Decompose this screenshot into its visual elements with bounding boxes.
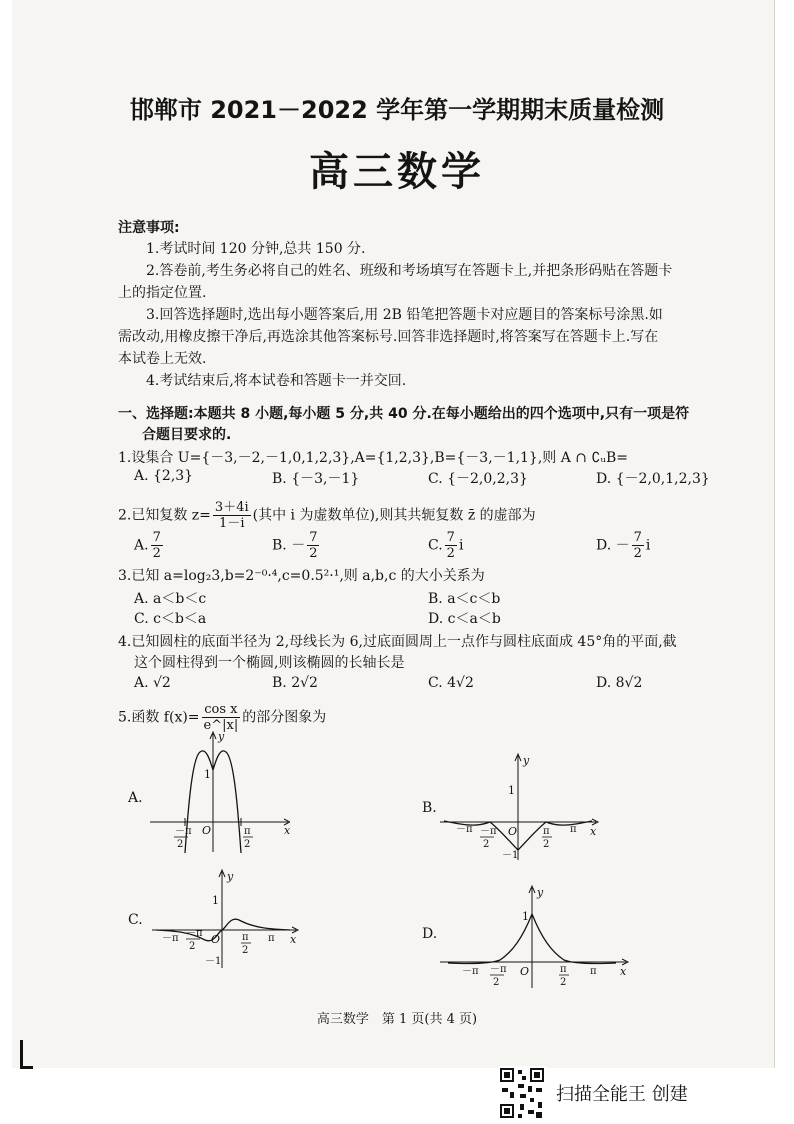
graph-d <box>440 884 630 994</box>
one-label: 1 <box>508 784 515 797</box>
half-pi-num: π <box>560 964 567 975</box>
half-pi-num: π <box>244 826 251 837</box>
graph-c <box>150 868 300 970</box>
pi-label: π <box>570 824 577 835</box>
question-4-option-a: A. √2 <box>134 675 171 691</box>
question-3-option-b: B. a＜c＜b <box>428 591 501 607</box>
question-5-numerator: cos x <box>202 702 241 718</box>
question-4-option-b: B. 2√2 <box>272 675 318 691</box>
one-label: 1 <box>212 894 219 907</box>
option-fraction <box>151 530 163 561</box>
fraction-denominator: 2 <box>633 546 642 561</box>
question-5-stem <box>118 702 326 733</box>
question-5-fraction <box>202 702 241 733</box>
origin-label: O <box>211 933 221 946</box>
neg-half-pi-num: －π <box>175 826 192 837</box>
question-2-stem <box>118 500 536 531</box>
question-5-stem-pre: 5.函数 f(x)= <box>118 709 200 726</box>
question-2-numerator: 3＋4i <box>214 500 249 515</box>
graph-b <box>440 752 600 864</box>
graph-a <box>150 730 290 860</box>
graph-c-axes <box>152 870 298 968</box>
fraction-denominator: 2 <box>152 546 161 561</box>
crop-mark <box>20 1040 33 1069</box>
question-2-denominator: 1－i <box>219 516 245 531</box>
half-pi-num: π <box>242 932 249 943</box>
neg-pi-label: －π <box>456 824 473 835</box>
question-2-stem-pre: 2.已知复数 z= <box>118 507 211 524</box>
x-label: x <box>590 825 597 838</box>
y-label: y <box>537 886 544 899</box>
notice-item-1: 1.考试时间 120 分钟,总共 150 分. <box>146 241 366 257</box>
neg-half-pi-den: 2 <box>483 839 490 850</box>
notice-item-2: 2.答卷前,考生务必将自己的姓名、班级和考场填写在答题卡上,并把条形码贴在答题卡 <box>146 263 673 279</box>
question-2-option-a <box>134 530 165 561</box>
half-pi-den: 2 <box>242 945 249 956</box>
graph-a-label: A. <box>128 790 143 806</box>
question-4-stem: 4.已知圆柱的底面半径为 2,母线长为 6,过底面圆周上一点作与圆柱底面成 45°角的平面,截 <box>118 634 677 650</box>
question-1-stem: 1.设集合 U={－3,－2,－1,0,1,2,3},A={1,2,3},B={－3,－1,1},则 A ∩ ∁ᵤB= <box>118 450 628 466</box>
y-label: y <box>218 730 225 743</box>
option-label: D. － <box>596 537 630 554</box>
neg-one-label: －1 <box>502 850 519 861</box>
question-3-option-c: C. c＜b＜a <box>134 611 207 627</box>
notice-item-3: 3.回答选择题时,选出每小题答案后,用 2B 铅笔把答题卡对应题目的答案标号涂黑.如 <box>146 307 663 323</box>
origin-label: O <box>508 825 518 838</box>
one-label: 1 <box>204 768 211 781</box>
neg-half-pi-den: 2 <box>189 941 196 952</box>
option-fraction <box>445 530 457 561</box>
option-label: B. － <box>272 537 306 554</box>
question-3-option-a: A. a＜b＜c <box>134 591 207 607</box>
scanner-watermark <box>498 1066 788 1120</box>
half-pi-den: 2 <box>543 839 550 850</box>
neg-one-label: －1 <box>205 956 222 967</box>
neg-half-pi-den: 2 <box>177 839 184 850</box>
neg-half-pi-num: －π <box>186 928 203 939</box>
subject-title: 高三数学 <box>309 149 485 195</box>
notice-item-3-cont: 需改动,用橡皮擦干净后,再选涂其他答案标号.回答非选择题时,将答案写在答题卡上.写在 <box>118 329 659 345</box>
half-pi-num: π <box>543 826 550 837</box>
option-label: A. <box>134 537 149 554</box>
half-pi-den: 2 <box>560 977 567 988</box>
question-3-stem: 3.已知 a=log₂3,b=2⁻⁰·⁴,c=0.5²·¹,则 a,b,c 的大小关系为 <box>118 568 485 584</box>
question-5-stem-post: 的部分图象为 <box>242 709 327 726</box>
graph-d-label: D. <box>422 926 438 942</box>
half-pi-den: 2 <box>244 839 251 850</box>
question-2-option-b <box>272 530 321 561</box>
option-label: C. <box>428 537 443 554</box>
graph-b-label: B. <box>422 800 437 816</box>
y-label: y <box>523 754 530 767</box>
fraction-numerator: 7 <box>309 530 318 545</box>
section-heading: 一、选择题:本题共 8 小题,每小题 5 分,共 40 分.在每小题给出的四个选项中,只有一项是符 <box>118 406 690 422</box>
origin-label: O <box>520 965 530 978</box>
y-label: y <box>227 870 234 883</box>
question-4-option-c: C. 4√2 <box>428 675 474 691</box>
notice-heading: 注意事项: <box>118 220 180 236</box>
notice-item-2-cont: 上的指定位置. <box>118 285 207 301</box>
fraction-numerator: 7 <box>152 530 161 545</box>
fraction-denominator: 2 <box>446 546 455 561</box>
x-label: x <box>620 965 627 978</box>
question-4-option-d: D. 8√2 <box>596 675 643 691</box>
option-suffix: i <box>458 537 464 554</box>
graph-a-axes <box>150 732 290 852</box>
pi-label: π <box>268 933 275 944</box>
graph-c-label: C. <box>128 912 143 928</box>
question-1-option-d: D. {－2,0,1,2,3} <box>596 471 710 487</box>
question-4-stem-cont: 这个圆柱得到一个椭圆,则该椭圆的长轴长是 <box>134 655 405 671</box>
pi-label: π <box>590 966 597 977</box>
scanner-credit: 扫描全能王 创建 <box>556 1084 688 1105</box>
question-2-fraction <box>213 500 251 531</box>
exam-title: 邯郸市 2021－2022 学年第一学期期末质量检测 <box>129 96 665 124</box>
neg-half-pi-num: －π <box>490 964 507 975</box>
page-footer: 高三数学 第 1 页(共 4 页) <box>316 1012 478 1027</box>
question-1-option-a: A. {2,3} <box>134 468 194 484</box>
fraction-denominator: 2 <box>309 546 318 561</box>
origin-label: O <box>202 824 212 837</box>
neg-pi-label: －π <box>462 966 479 977</box>
one-label: 1 <box>522 910 529 923</box>
graph-b-axes <box>440 754 598 860</box>
notice-item-3-end: 本试卷上无效. <box>118 351 207 367</box>
question-1-option-c: C. {－2,0,2,3} <box>428 471 528 487</box>
neg-half-pi-num: －π <box>480 826 497 837</box>
neg-pi-label: －π <box>162 933 179 944</box>
notice-item-4: 4.考试结束后,将本试卷和答题卡一并交回. <box>146 373 407 389</box>
x-label: x <box>284 824 290 837</box>
qr-code-icon <box>498 1066 546 1120</box>
option-suffix: i <box>645 537 651 554</box>
question-1-option-b: B. {－3,－1} <box>272 471 360 487</box>
neg-half-pi-den: 2 <box>493 977 500 988</box>
question-3-option-d: D. c＜a＜b <box>428 611 501 627</box>
question-5-denominator: e^|x| <box>203 718 239 733</box>
question-2-stem-post: (其中 i 为虚数单位),则其共轭复数 z̄ 的虚部为 <box>252 507 536 524</box>
question-2-option-c <box>428 530 463 561</box>
option-fraction <box>632 530 644 561</box>
x-label: x <box>290 933 297 946</box>
fraction-numerator: 7 <box>446 530 455 545</box>
fraction-numerator: 7 <box>633 530 642 545</box>
section-heading-cont: 合题目要求的. <box>142 427 232 443</box>
option-fraction <box>307 530 319 561</box>
question-2-option-d <box>596 530 650 561</box>
